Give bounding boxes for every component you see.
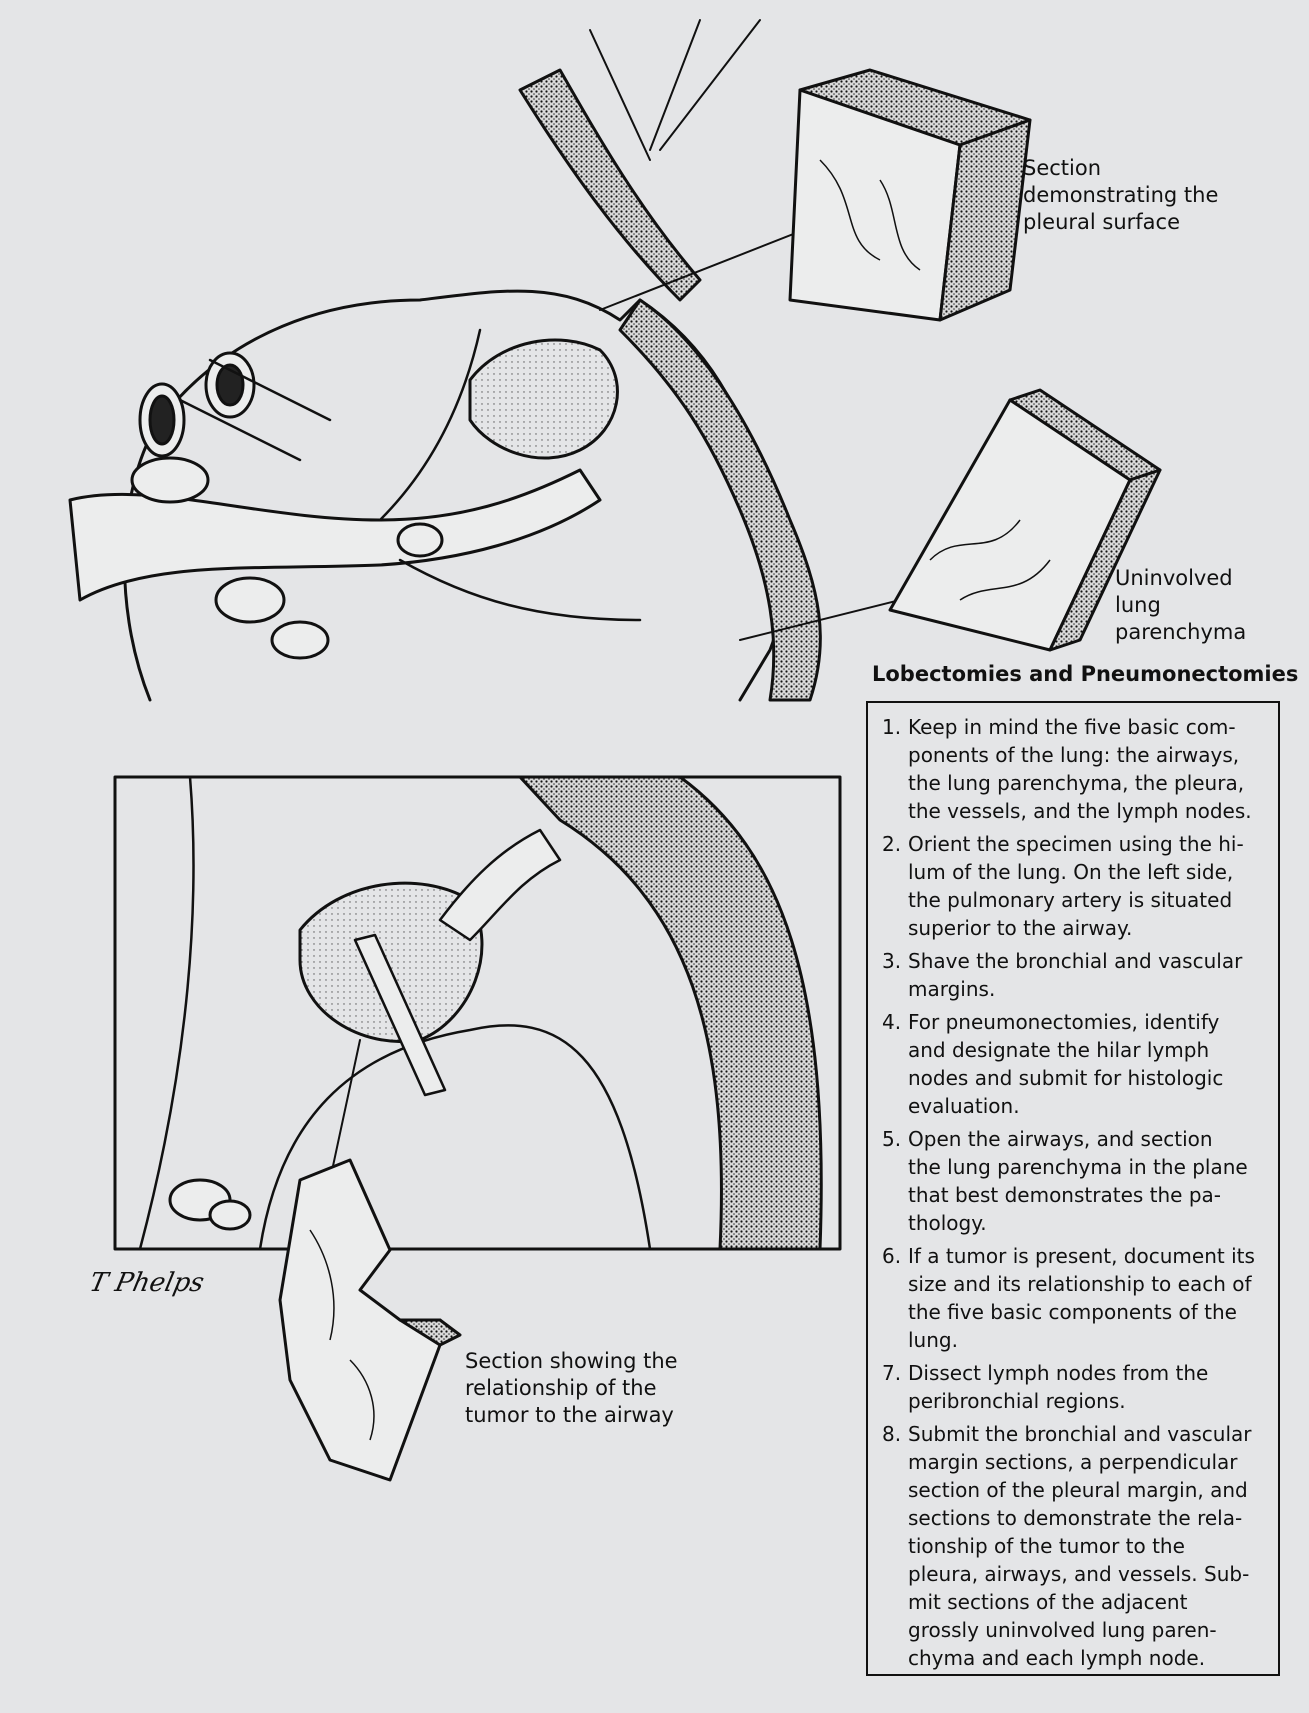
tumor-upper	[470, 340, 617, 458]
step-number: 2.	[882, 832, 902, 856]
procedure-step	[882, 947, 1266, 1003]
inset-detail-frame	[115, 777, 840, 1249]
procedure-step	[882, 830, 1266, 942]
step-text: Dissect lymph nodes from the peribronchial regions.	[908, 1361, 1209, 1413]
step-number: 6.	[882, 1244, 902, 1268]
procedure-step	[882, 1420, 1266, 1672]
artist-signature: T Phelps	[86, 1268, 207, 1298]
step-number: 1.	[882, 715, 902, 739]
procedure-step	[882, 1359, 1266, 1415]
step-number: 5.	[882, 1127, 902, 1151]
procedure-title: Lobectomies and Pneumonectomies	[872, 662, 1299, 686]
step-number: 4.	[882, 1010, 902, 1034]
procedure-step	[882, 1242, 1266, 1354]
procedure-step	[882, 1008, 1266, 1120]
tumor-airway-callout: Section showing the relationship of the tumor to the airway	[465, 1349, 678, 1427]
step-text: Shave the bronchial and vascular margins.	[908, 949, 1243, 1001]
step-number: 7.	[882, 1361, 902, 1385]
procedure-step	[882, 713, 1266, 825]
step-text: For pneumonectomies, identify and designate the hilar lymph nodes and submit for histologic evaluation.	[908, 1010, 1224, 1118]
uninvolved-parenchyma-callout: Uninvolved lung parenchyma	[1115, 566, 1247, 644]
step-text: If a tumor is present, document its size and its relationship to each of the five basic components of the lung.	[908, 1244, 1255, 1352]
step-number: 8.	[882, 1422, 902, 1446]
procedure-steps-box	[866, 701, 1280, 1676]
procedure-step	[882, 1125, 1266, 1237]
procedure-steps-list	[882, 713, 1266, 1672]
step-text: Open the airways, and section the lung parenchyma in the plane that best demonstrates the pa- thology.	[908, 1127, 1248, 1235]
step-text: Submit the bronchial and vascular margin sections, a perpendicular section of the pleural margin, and sections to demonstrate the rela- tionship of the tumor to the pleura, airways, and vessels. Sub- mit sections of the adjacent grossly uninvolved lung paren- chyma and each lymph node.	[908, 1422, 1252, 1670]
step-text: Orient the specimen using the hi- lum of the lung. On the left side, the pulmonary artery is situated superior to the airway.	[908, 832, 1244, 940]
pleural-surface-callout: Section demonstrating the pleural surface	[1023, 156, 1219, 234]
step-text: Keep in mind the five basic com- ponents of the lung: the airways, the lung parenchyma, the pleura, the vessels, and the lymph nodes.	[908, 715, 1252, 823]
step-number: 3.	[882, 949, 902, 973]
pleural-section-block	[790, 70, 1030, 320]
